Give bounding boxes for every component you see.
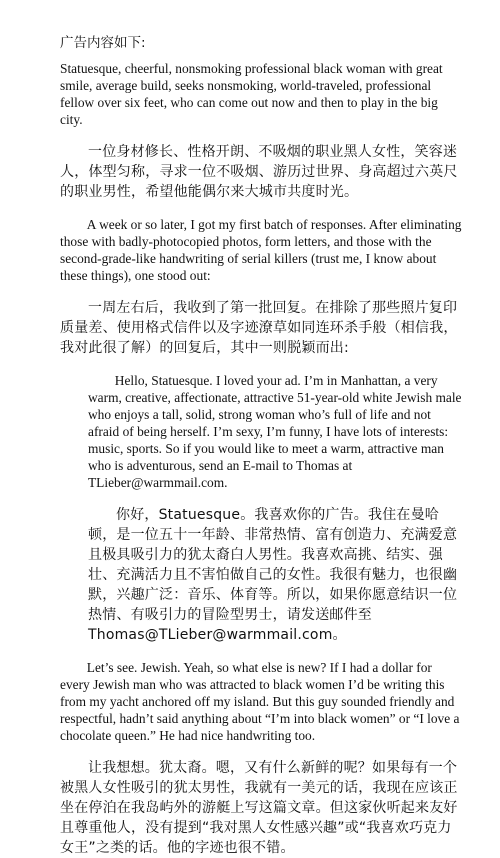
reply-letter-english: Hello, Statuesque. I loved your ad. I’m in Manhattan, a very warm, creative, affectionate, attractive 51-year-old white Jewish male who enjoys a tall, solid, strong woman who’s full of life and not afraid of being herself. I’m sexy, I’m funny, I have lots of interests: music, sports. So if you would like to meet a warm, attractive man who is adventurous, send an E-mail to Thomas at TLieber@warmmail.com. — [88, 373, 462, 490]
responses-paragraph-english: A week or so later, I got my first batch of responses. After eliminating those with badly-photocopied photos, form letters, and those with the second-grade-like handwriting of serial killers (trust me, I know about these things), one stood out: — [60, 217, 462, 283]
reaction-paragraph-english: Let’s see. Jewish. Yeah, so what else is new? If I had a dollar for every Jewish man who was attracted to black women I’d be writing this from my yacht anchored off my island. But this guy sounded friendly and respectful, hadn’t said anything about “I’m into black women” or “I love a chocolate queen.” He had nice handwriting too. — [60, 660, 460, 743]
reply-letter-chinese: 你好，Statuesque。我喜欢你的广告。我住在曼哈顿，是一位五十一年龄、非常热情、富有创造力、充满爱意且极具吸引力的犹太裔白人男性。我喜欢高挑、结实、强壮、充满活力且不害怕做自己的女性。我很有魅力，也很幽默，兴趣广泛：音乐、体育等。所以，如果你愿意结识一位热情、有吸引力的冒险型男士，请发送邮件至Thomas@TLieber@warmmail.com。 — [88, 507, 458, 643]
reaction-paragraph-chinese: 让我想想。犹太裔。嗯，又有什么新鲜的呢？如果每有一个被黑人女性吸引的犹太男性，我就有一美元的话，我现在应该正坐在停泊在我岛屿外的游艇上写这篇文章。但这家伙听起来友好且尊重他人，没有提到“我对黑人女性感兴趣”或“我喜欢巧克力女王”之类的话。他的字迹也很不错。 — [60, 760, 458, 856]
ad-text-chinese: 一位身材修长、性格开朗、不吸烟的职业黑人女性，笑容迷人，体型匀称，寻求一位不吸烟、游历过世界、身高超过六英尺的职业男性，希望他能偶尔来大城市共度时光。 — [60, 144, 458, 200]
ad-heading: 广告内容如下: — [60, 35, 146, 51]
responses-paragraph-chinese: 一周左右后，我收到了第一批回复。在排除了那些照片复印质量差、使用格式信件以及字迹潦草如同连环杀手般（相信我，我对此很了解）的回复后，其中一则脱颖而出: — [60, 300, 458, 356]
ad-text-english: Statuesque, cheerful, nonsmoking professional black woman with great smile, average build, seeks nonsmoking, world-traveled, professional fellow over six feet, who can come out now and then to play in the big city. — [60, 61, 443, 127]
